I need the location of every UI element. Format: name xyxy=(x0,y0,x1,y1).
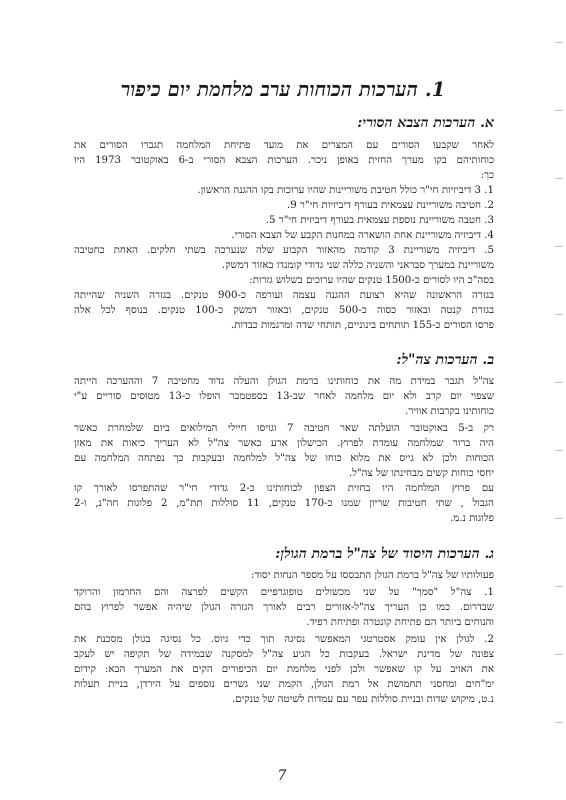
edge-mark xyxy=(555,178,563,179)
edge-mark xyxy=(555,586,563,587)
page-title: 1. הערכות הכוחות ערב מלחמת יום כיפור xyxy=(120,78,446,101)
edge-mark xyxy=(555,314,563,315)
paragraph-line: עם פרוץ המלחמה היו בחזית הצפון לכוחותינו כ-2 גדודי חי"ר שהתפרסו לאורך קו xyxy=(74,483,494,494)
list-item-continuation: צפונה של מדינת ישראל. בעקבות כל הגיע צה"ל למסקנה שבמידה של תקיפה יש לעקב xyxy=(74,649,494,660)
paragraph-line: פרסו הסורים כ-155 תותחים בינוניים, תותחי שדה ומרגמות כבדות. xyxy=(230,320,494,331)
section-heading-idf: ב. הערכות צה"ל: xyxy=(396,352,494,368)
list-item: 1. 3 דיביזיות חי"ר כולל חטיבת משוריינות שהיו ערוכות בקו ההגנה הראשון. xyxy=(197,185,494,196)
edge-mark xyxy=(555,246,563,247)
list-item-continuation: משוריינת במערך סבראני והשניה כללה שני גדודי קומנדו באזור דמשק. xyxy=(221,260,494,271)
list-item: 5. דיביזיה משוריינת 3 קודמה מהאזור הקבוע שלה שנערכה בשתי חלקים. האחת כחטיבה xyxy=(74,245,494,256)
paragraph-line: לאחר שקבעו הסורים עם המצרים את מועד פתיחת המלחמה תגברו הסורים את xyxy=(74,140,494,151)
edge-mark xyxy=(555,722,563,723)
list-item: 1. צה"ל "סמך" על שני מכשולים טופוגרפיים הקשים לפרצה והם החרמון והרוקד xyxy=(74,587,494,598)
edge-mark xyxy=(555,654,563,655)
paragraph-line: פלוגות נ.מ. xyxy=(450,513,494,524)
page-number: 7 xyxy=(277,768,287,784)
paragraph-line: כוחותינו בקרבות אוויר. xyxy=(405,406,494,417)
paragraph-line: שצפוי יום קרב ולא יום מלחמה לאחר שב-13 בספטמבר הופלו כ-13 מטוסים סוריים ע"י xyxy=(74,391,494,402)
paragraph-line: צה"ל תגבר במידת מה את כוחותינו ברמת הגולן והעלה גדוד מחטיבה 7 וההערכה הייתה xyxy=(74,376,494,387)
list-item-continuation: ימ"חים ומחסני תחמושת אל רמת הגולן, הקמת שני גשרים נוספים על הירדן, בניית תעלות xyxy=(74,679,494,690)
edge-mark xyxy=(555,382,563,383)
paragraph-line: בגזרת קנטה ובאזור כסוה כ-500 טנקים, ובאזור דמשק כ-100 טנקים. בנוסף לכל אלה xyxy=(74,305,494,316)
paragraph-line: רק ב-5 באוקטובר הועלתה שאר חטיבה 7 וגויסו חיילי המילואים ביום שלמחרת כאשר xyxy=(74,423,494,434)
edge-mark xyxy=(555,450,563,451)
scan-edge-marks xyxy=(552,0,566,800)
paragraph-line: בגזרה הראשונה שהיא רצועת ההגנה עצמה ועורפה כ-900 טנקים. בגזרה השניה שהייתה xyxy=(74,290,494,301)
list-item-continuation: נ.ט, מיקוש שדות ובניית סוללות עפר עם עמדות לשיטה של טנקים. xyxy=(232,694,494,705)
paragraph-line: יחסי כוחות קשים מבחינתו של צה"ל. xyxy=(348,468,494,479)
list-item: 4. דיביזיה משוריינת אחת הושארה במחנות הקבע של הצבא הסורי. xyxy=(231,230,494,241)
paragraph-line: פעולותיו של צה"ל ברמת הגולן התבססו על מספר הנחות יסוד: xyxy=(250,570,494,581)
list-item-continuation: את האויב על קו שאפשר ולכן לפני מלחמת יום הכיפורים הקים את המערך הבא: קידום xyxy=(74,664,494,675)
paragraph-line: הכוחות ולכן לא גייס את מלוא כוחו של צה"ל למלחמה ובעקבות כך נפתחה המלחמה עם xyxy=(74,453,494,464)
paragraph-line: כוחותיהם בקו מערך החזית באופן ניכר. הערכות הצבא הסורי ב-6 באוקטובר 1973 היו xyxy=(74,155,494,166)
list-item-continuation: שבדרום. כמו כן העריך צה"ל-אזורים רבים לאורך הגזרה הגולן שיהיה אפשר לפרוץ בהם xyxy=(74,602,494,613)
list-item: 2. חטיבה משוריינת עצמאית בעורף דיביזיות חי"ר 9. xyxy=(286,200,494,211)
paragraph-line: בסה"כ היו לסורים כ-1500 טנקים שהיו ערוכים בשלוש גזרות: xyxy=(249,275,494,286)
edge-mark xyxy=(555,518,563,519)
paragraph-line: היה ברור שמלחמה עומדת לפרוץ. הכישלון ארע כאשר צה"ל לא העריך כיאות את מאזן xyxy=(74,438,494,449)
edge-mark xyxy=(555,42,563,43)
list-item: 3. חטבה משוריינת נוספת עצמאית בעורף דיביזית חי"ר 5. xyxy=(265,215,494,226)
paragraph-line: הגבול , שתי חטיבות שריון שמנו כ-170 טנקים, 11 סוללות תת"מ, 2 פלוגות חה"נ, ו-2 xyxy=(74,498,494,509)
edge-mark xyxy=(555,110,563,111)
list-item: 2. לגולן אין עומק אסטרטגי המאפשר נסיגה תוך כדי גיוס. כל נסיגה בגולן מסכנת את xyxy=(74,634,494,645)
section-heading-golan-basics: ג. הערכות היסוד של צה"ל ברמת הגולן: xyxy=(275,546,494,562)
paragraph-line: כך: xyxy=(480,170,494,181)
list-item-continuation: והנוחים ביותר הם פתיחת קונטרה ופתיחת רפיד. xyxy=(306,617,494,628)
section-heading-syrian-army: א. הערכות הצבא הסורי: xyxy=(357,115,494,131)
